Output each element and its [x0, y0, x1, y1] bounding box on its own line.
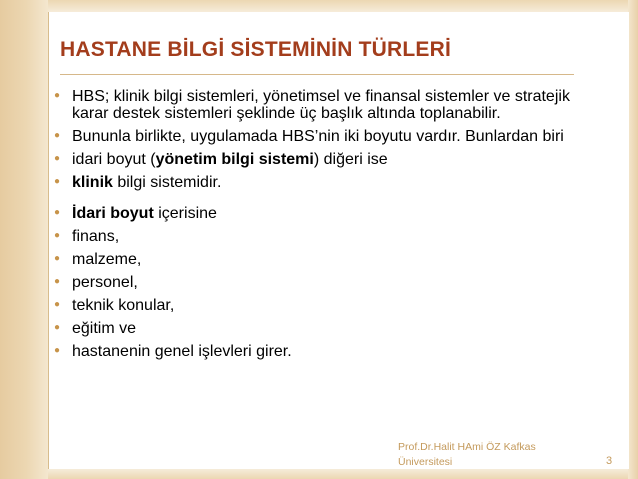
bullet-dot-icon: ●	[54, 176, 61, 187]
frame-left-border	[0, 0, 48, 479]
bullet-dot-icon: ●	[54, 207, 61, 218]
bullet-dot-icon: ●	[54, 153, 61, 164]
bullet-dot-icon: ●	[54, 130, 61, 141]
bullet-dot-icon: ●	[54, 253, 61, 264]
bullet-item	[52, 205, 572, 222]
bullet-item	[52, 151, 572, 168]
bullet-item	[52, 228, 572, 245]
bullet-text: hastanenin genel işlevleri girer.	[72, 343, 292, 360]
bullet-item	[52, 128, 572, 145]
bullet-text-bold: yönetim bilgi sistemi	[155, 151, 314, 168]
footer-author: Prof.Dr.Halit HAmi ÖZ Kafkas Üniversitesi	[398, 441, 536, 468]
bullet-text: içerisine	[153, 205, 217, 222]
frame-bottom-border	[48, 469, 638, 479]
bullet-item	[52, 297, 572, 314]
slide-title: HASTANE BİLGİ SİSTEMİNİN TÜRLERİ	[60, 38, 452, 61]
bullet-item	[52, 174, 572, 191]
page-number: 3	[606, 455, 613, 467]
bullet-text: personel,	[72, 274, 138, 291]
bullet-dot-icon: ●	[54, 345, 61, 356]
bullet-dot-icon: ●	[54, 90, 61, 101]
frame-right-border	[628, 0, 638, 479]
bullet-item	[52, 88, 572, 122]
bullet-text: teknik konular,	[72, 297, 175, 314]
bullet-dot-icon: ●	[54, 276, 61, 287]
frame-top-border	[48, 0, 638, 12]
bullet-list	[52, 88, 572, 366]
bullet-dot-icon: ●	[54, 230, 61, 241]
bullet-text: Bununla birlikte, uygulamada HBS’nin iki boyutu vardır. Bunlardan biri	[72, 128, 564, 145]
bullet-text-bold: klinik	[72, 174, 113, 191]
bullet-text: HBS; klinik bilgi sistemleri, yönetimsel ve finansal sistemler ve stratejik karar destek sistemleri şeklinde üç başlık altında toplanabilir.	[72, 88, 570, 122]
bullet-text: bilgi sistemidir.	[112, 174, 222, 191]
bullet-dot-icon: ●	[54, 322, 61, 333]
bullet-item	[52, 274, 572, 291]
bullet-text: eğitim ve	[72, 320, 137, 337]
title-divider	[60, 74, 574, 75]
bullet-dot-icon: ●	[54, 299, 61, 310]
bullet-item	[52, 251, 572, 268]
bullet-item	[52, 343, 572, 360]
bullet-item	[52, 320, 572, 337]
bullet-text: malzeme,	[72, 251, 142, 268]
bullet-text: idari boyut (	[72, 151, 156, 168]
bullet-text: ) diğeri ise	[313, 151, 388, 168]
bullet-text: finans,	[72, 228, 120, 245]
bullet-text-bold: İdari boyut	[72, 205, 154, 222]
